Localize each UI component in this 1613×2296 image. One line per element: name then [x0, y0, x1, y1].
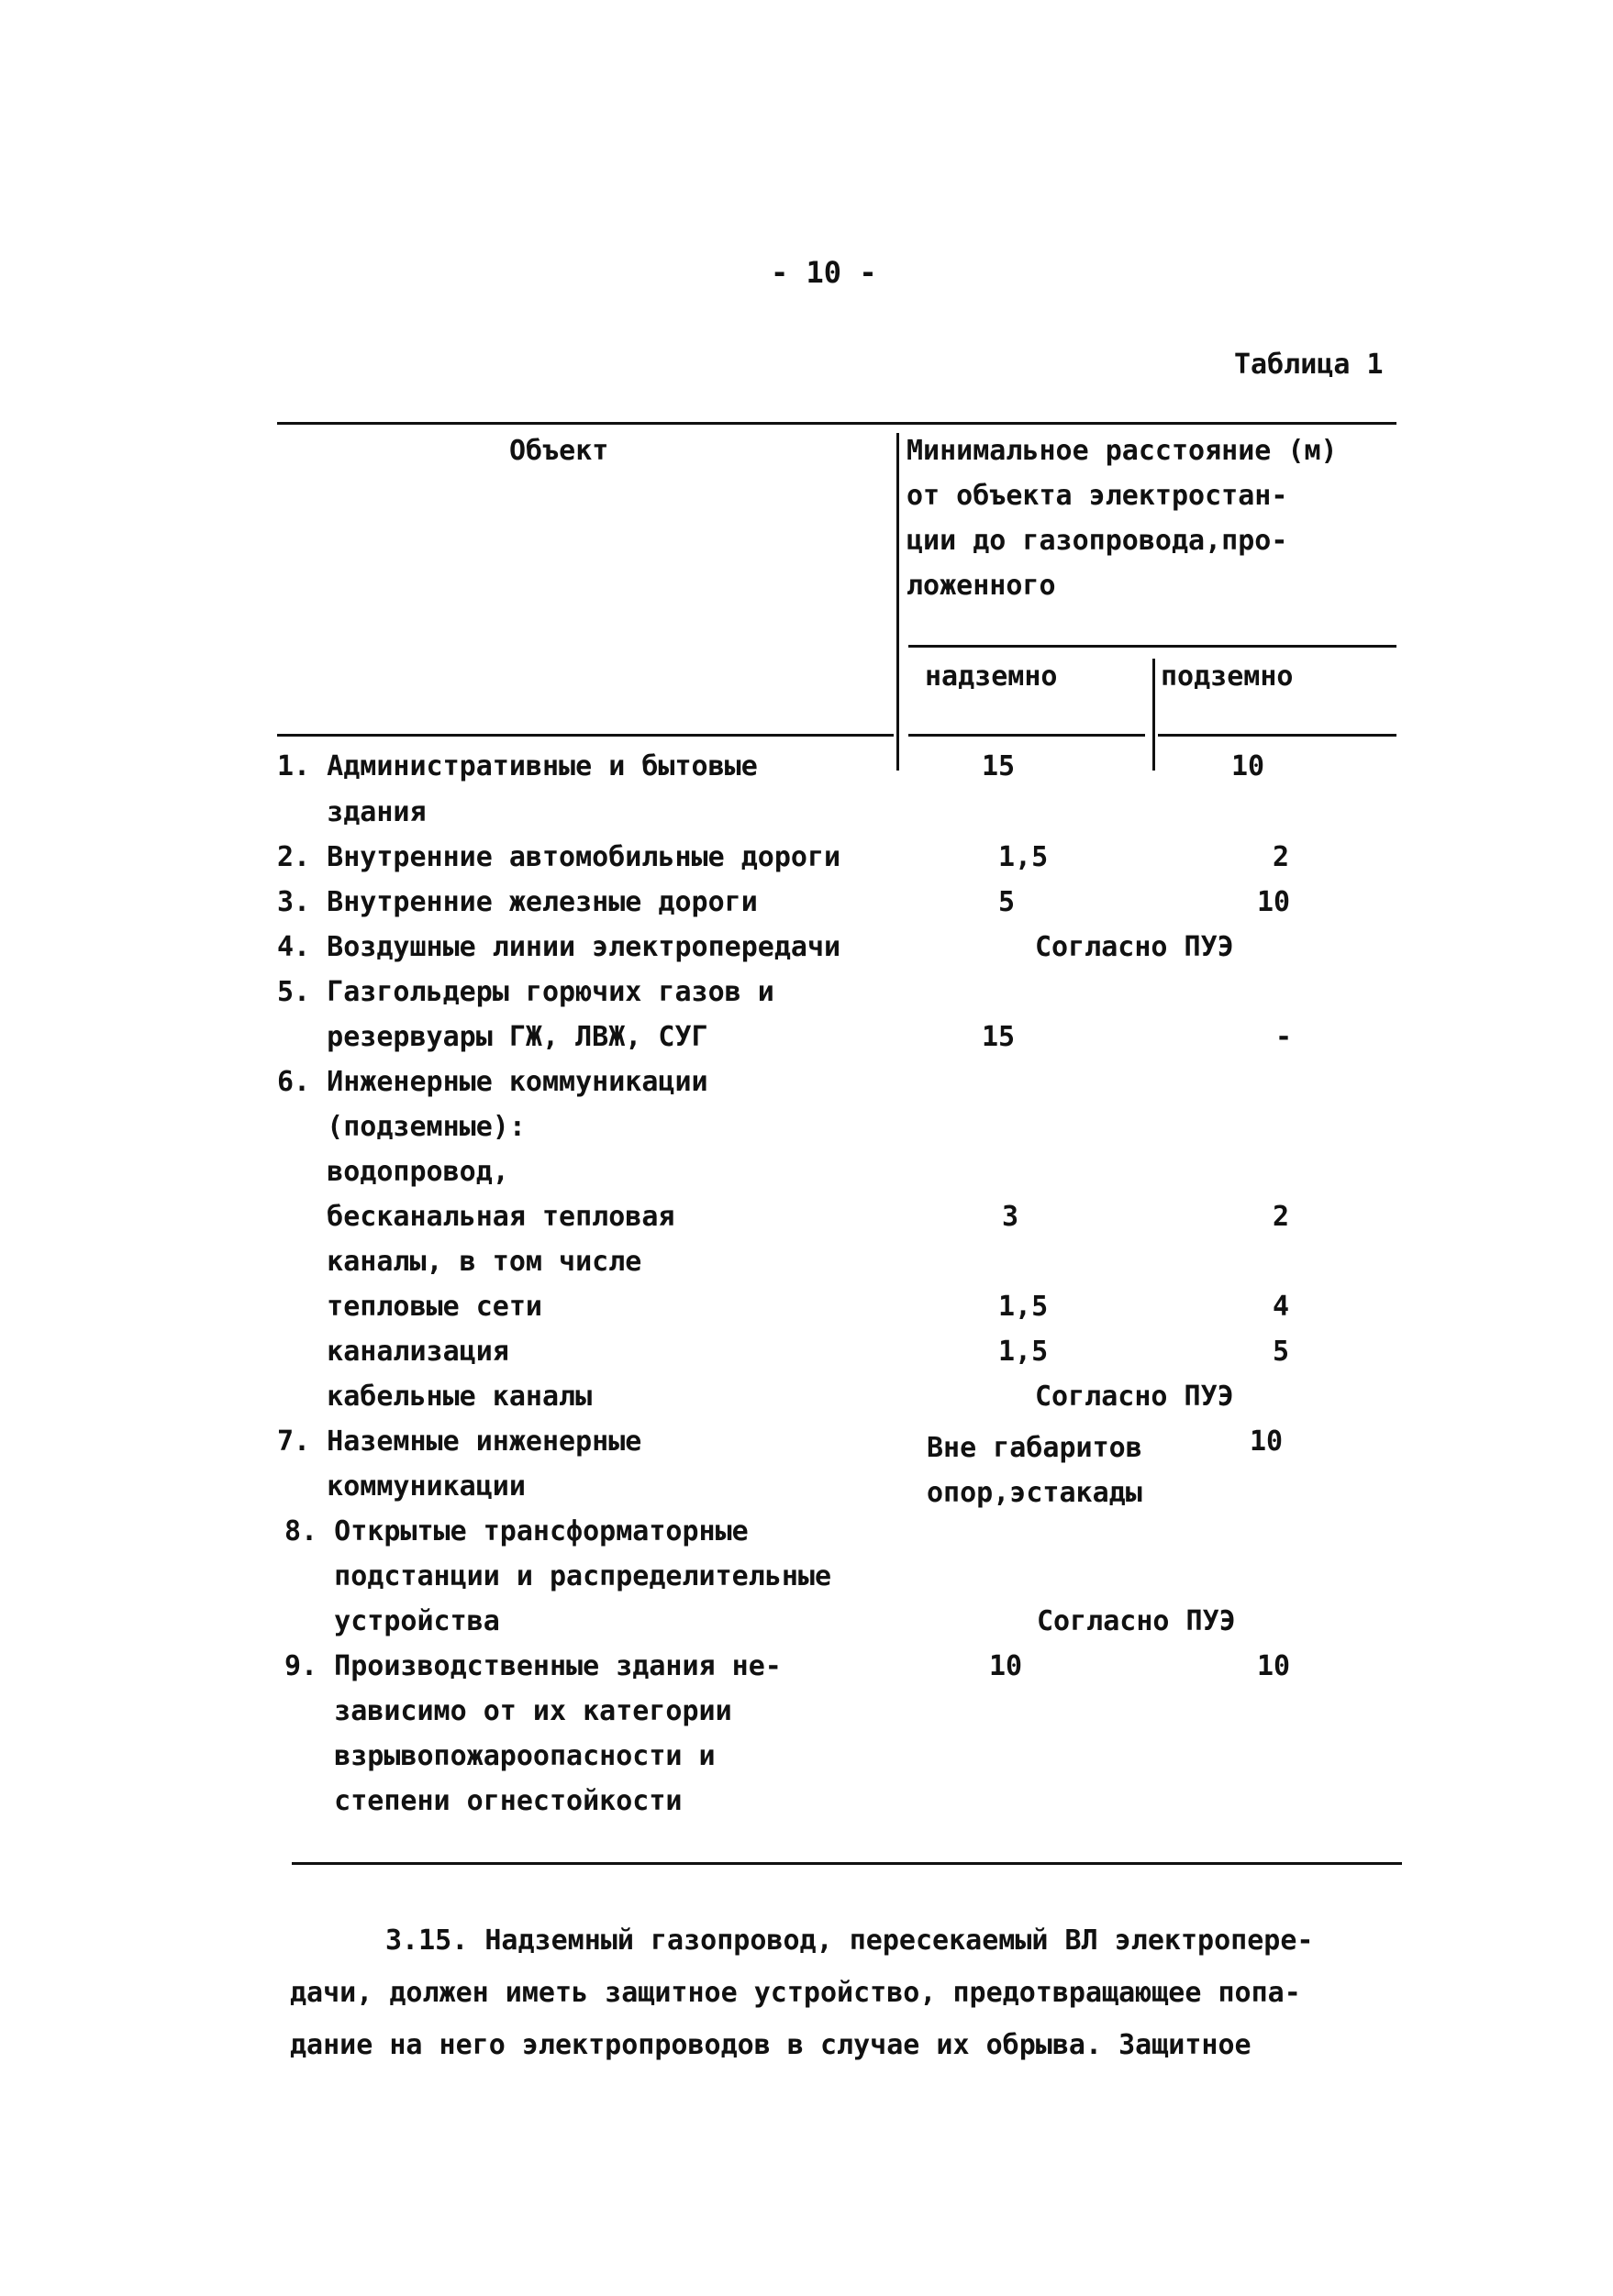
row-11-object: подстанции и распределительные	[284, 1560, 832, 1592]
row-10-object: 7. Наземные инженерные	[277, 1425, 642, 1458]
row-2-above: 1,5	[998, 841, 1049, 873]
table-bottom-rule	[292, 1862, 1402, 1865]
table-caption: Таблица 1	[1234, 349, 1384, 381]
row-5-object: резервуары ГЖ, ЛВЖ, СУГ	[277, 1021, 708, 1053]
header-below: подземно	[1161, 660, 1294, 693]
row-12-object: степени огнестойкости	[284, 1785, 683, 1817]
header-distance-line: Минимальное расстояние (м)	[907, 435, 1338, 467]
subheader-divider	[1152, 659, 1155, 771]
row-8-below: 5	[1273, 1336, 1290, 1368]
row-12-object: взрывопожароопасности и	[284, 1740, 716, 1772]
header-bottom-rule-mid	[908, 734, 1145, 737]
row-1-object: 1. Административные и бытовые	[277, 750, 758, 782]
row-6-object: (подземные):	[277, 1111, 526, 1143]
row-6-below: 2	[1273, 1201, 1290, 1233]
row-7-object: каналы, в том числе	[277, 1246, 642, 1278]
row-12-above: 10	[989, 1650, 1023, 1682]
row-9-span: Согласно ПУЭ	[1035, 1381, 1234, 1413]
page-number: - 10 -	[771, 255, 877, 290]
header-distance-line: ции до газопровода,про-	[907, 525, 1288, 557]
row-3-object: 3. Внутренние железные дороги	[277, 886, 758, 918]
row-4-object: 4. Воздушные линии электропередачи	[277, 931, 841, 963]
header-object: Объект	[509, 435, 609, 467]
row-10-object: коммуникации	[277, 1470, 526, 1503]
row-1-above: 15	[982, 750, 1016, 782]
row-6-object: водопровод,	[277, 1156, 509, 1188]
row-11-object: устройства	[284, 1605, 500, 1637]
row-2-object: 2. Внутренние автомобильные дороги	[277, 841, 841, 873]
row-5-below: -	[1275, 1021, 1293, 1053]
header-above: надземно	[925, 660, 1058, 693]
row-3-above: 5	[998, 886, 1016, 918]
row-7-object: тепловые сети	[277, 1291, 542, 1323]
header-bottom-rule-left	[277, 734, 894, 737]
row-2-below: 2	[1273, 841, 1290, 873]
header-distance-line: от объекта электростан-	[907, 480, 1288, 512]
row-12-object: зависимо от их категории	[284, 1695, 732, 1727]
paragraph-line: дачи, должен иметь защитное устройство, предотвращающее попа-	[290, 1977, 1301, 2009]
row-5-object: 5. Газгольдеры горючих газов и	[277, 976, 774, 1008]
row-7-above: 1,5	[998, 1291, 1049, 1323]
row-12-object: 9. Производственные здания не-	[284, 1650, 782, 1682]
row-8-object: канализация	[277, 1336, 509, 1368]
table-top-rule	[277, 422, 1396, 425]
header-distance-line: ложенного	[907, 570, 1056, 602]
row-12-below: 10	[1257, 1650, 1291, 1682]
row-4-span: Согласно ПУЭ	[1035, 931, 1234, 963]
header-bottom-rule-right	[1158, 734, 1396, 737]
row-6-above: 3	[1002, 1201, 1019, 1233]
row-11-span: Согласно ПУЭ	[1037, 1605, 1236, 1637]
row-9-object: кабельные каналы	[277, 1381, 593, 1413]
row-6-object: бесканальная тепловая	[277, 1201, 675, 1233]
row-10-below: 10	[1250, 1425, 1284, 1458]
row-1-below: 10	[1231, 750, 1265, 782]
row-11-object: 8. Открытые трансформаторные	[284, 1515, 749, 1547]
header-divider	[896, 433, 899, 771]
row-8-above: 1,5	[998, 1336, 1049, 1368]
row-3-below: 10	[1257, 886, 1291, 918]
row-7-below: 4	[1273, 1291, 1290, 1323]
row-5-above: 15	[982, 1021, 1016, 1053]
subheader-rule	[908, 645, 1396, 648]
row-6-object: 6. Инженерные коммуникации	[277, 1066, 708, 1098]
paragraph-line: дание на него электропроводов в случае их обрыва. Защитное	[290, 2029, 1251, 2061]
row-1-object: здания	[277, 796, 427, 828]
row-10-above: Вне габаритов опор,эстакады	[927, 1432, 1142, 1509]
paragraph-line: 3.15. Надземный газопровод, пересекаемый ВЛ электропере-	[385, 1924, 1314, 1957]
